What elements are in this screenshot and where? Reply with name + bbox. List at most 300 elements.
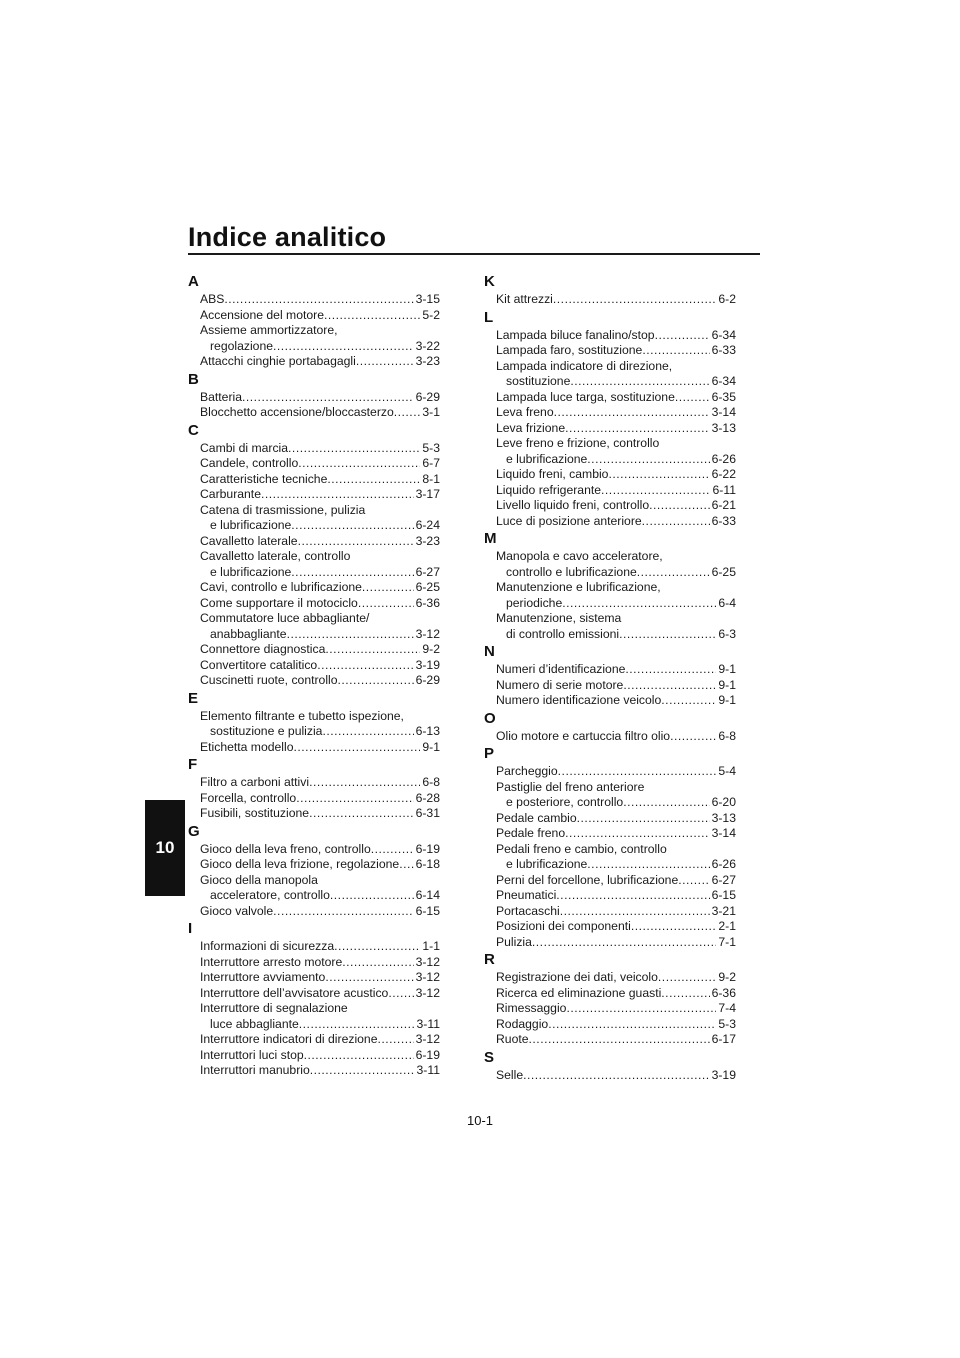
index-entry-text: ABS [200,292,225,306]
index-entry-text: Filtro a carboni attivi [200,775,310,789]
dot-leader [296,791,413,807]
index-entry-page: 6-26 [711,451,736,466]
index-entry-page: 6-28 [415,790,440,805]
index-entry [188,1032,440,1048]
index-entry-page: 3-23 [415,533,440,548]
index-entry-text: Gioco valvole [200,903,274,918]
index-entry [188,472,440,488]
index-entry-page: 6-13 [415,724,440,738]
index-entry-page: 9-1 [718,693,736,707]
index-entry-page: 5-3 [422,440,440,455]
index-entry-page: 3-13 [711,420,736,435]
dot-leader [299,1017,415,1033]
index-entry-text: Ruote [496,1032,529,1046]
index-entry-text: Catena di trasmissione, pulizia [200,502,366,517]
index-entry-text: Lampada luce targa, sostituzione [496,389,675,404]
index-entry [188,955,440,971]
index-entry-text: controllo e lubrificazione [506,564,637,579]
index-letter-heading: N [484,643,495,660]
index-entry [188,791,440,807]
index-letter-heading: L [484,308,494,326]
index-entry-page: 6-34 [711,374,736,388]
dot-leader [558,764,717,780]
index-entry-text: Lampada biluce fanalino/stop [496,327,655,342]
index-entry [188,986,440,1002]
index-entry-text: Blocchetto accensione/bloccasterzo [200,405,394,419]
index-entry-page: 6-2 [718,292,736,306]
dot-leader [334,939,420,955]
index-entry-text: Cuscinetti ruote, controllo [200,673,338,687]
index-entry-page: 6-36 [415,595,440,610]
index-entry [188,611,440,627]
dot-leader [288,441,420,457]
index-entry-text: Gioco della leva freno, controllo [200,841,371,856]
index-entry-page: 6-27 [711,872,736,887]
title-rule [188,253,760,255]
dot-leader [338,673,414,689]
index-entry-page: 6-27 [415,564,440,579]
index-entry-text: Rodaggio [496,1016,549,1031]
index-entry-page: 6-29 [415,673,440,687]
index-entry-text: Informazioni di sicurezza [200,939,335,953]
index-entry-text: Liquido refrigerante [496,482,602,497]
dot-leader [560,904,710,920]
index-entry [188,323,440,339]
index-entry-page: 3-12 [415,985,440,1000]
index-entry [188,627,440,643]
index-entry [188,441,440,457]
dot-leader [298,534,414,550]
index-entry-text: Candele, controllo [200,456,299,470]
index-entry [188,580,440,596]
index-letter-heading: G [188,822,200,840]
dot-leader [655,328,710,344]
index-entry-page: 6-20 [711,795,736,809]
index-entry [188,1001,440,1017]
dot-leader [310,1063,415,1079]
index-entry-text: Numeri d’identificazione [496,662,626,676]
dot-leader [608,467,709,483]
dot-leader [242,390,414,406]
index-entry-text: Perni del forcellone, lubrificazione [496,872,679,887]
index-entry [188,503,440,519]
dot-leader [548,1017,716,1033]
index-entry [188,939,440,955]
dot-leader [570,374,709,390]
page-number: 10-1 [466,1113,494,1128]
index-entry [188,549,440,565]
index-entry-text: Interruttore di segnalazione [200,1001,348,1015]
index-entry-page: 3-23 [415,354,440,368]
index-entry-text: sostituzione [506,374,571,388]
index-entry-text: Pedale cambio [496,810,577,825]
dot-leader [388,986,413,1002]
index-entry [484,1017,736,1033]
dot-leader [309,775,420,791]
dot-leader [324,308,420,324]
index-entry [484,986,736,1002]
index-entry [484,729,736,745]
dot-leader [273,904,413,920]
index-entry-text: Rimessaggio [496,1001,567,1015]
dot-leader [554,405,710,421]
index-entry-page: 9-1 [422,739,440,754]
index-entry-page: 6-29 [415,389,440,404]
index-entry-page: 9-2 [422,642,440,656]
index-entry-page: 6-3 [718,626,736,641]
index-entry-text: Selle [496,1067,524,1082]
index-entry [484,565,736,581]
index-entry-page: 6-31 [415,806,440,820]
index-entry-text: Assieme ammortizzatore, [200,323,338,337]
index-entry-text: Numero di serie motore [496,677,624,692]
index-entry [188,354,440,370]
index-entry-text: Numero identificazione veicolo [496,693,662,707]
index-entry [484,627,736,643]
index-entry-text: Parcheggio [496,764,558,778]
index-entry-text: Kit attrezzi [496,292,553,306]
index-entry-page: 5-4 [718,764,736,778]
index-entry [484,390,736,406]
dot-leader [325,970,413,986]
index-entry [188,709,440,725]
index-entry [188,1048,440,1064]
dot-leader [378,1032,414,1048]
dot-leader [342,955,413,971]
index-letter-heading: K [484,273,495,290]
index-entry [484,873,736,889]
dot-leader [287,627,414,643]
index-entry [484,498,736,514]
index-entry-page: 6-11 [712,482,736,497]
dot-leader [562,596,716,612]
index-entry-text: Pedale freno [496,826,566,840]
index-entry [188,888,440,904]
index-entry-page: 3-12 [415,626,440,641]
index-entry [188,456,440,472]
index-entry [188,658,440,674]
index-letter-heading: E [188,689,199,707]
dot-leader [327,472,420,488]
index-entry [484,780,736,796]
index-entry-text: Interruttore dell’avvisatore acustico [200,985,389,1000]
index-entry [188,873,440,889]
index-entry-text: Ricerca ed eliminazione guasti [496,985,662,1000]
index-entry-page: 3-19 [711,1067,736,1082]
index-column-right [484,272,736,1083]
index-entry [484,693,736,709]
index-entry-text: sostituzione e pulizia [210,724,323,738]
index-entry [484,374,736,390]
index-entry [484,764,736,780]
index-entry-text: Gioco della leva frizione, regolazione [200,857,400,871]
index-entry [484,904,736,920]
index-letter-heading: C [188,421,199,439]
index-entry-text: Forcella, controllo [200,790,297,805]
index-entry [484,405,736,421]
dot-leader [619,627,716,643]
index-entry-text: Interruttore avviamento [200,970,326,984]
index-entry-text: e lubrificazione [210,564,292,579]
index-entry [484,452,736,468]
index-letter-heading: F [188,756,198,773]
chapter-tab [145,800,185,896]
index-entry-text: Manopola e cavo acceleratore, [496,549,663,563]
index-entry-page: 3-21 [711,903,736,918]
index-entry-text: Carburante [200,487,261,501]
index-entry [484,662,736,678]
dot-leader [658,970,716,986]
chapter-tab-label: 10 [155,838,175,857]
index-entry-text: Commutatore luce abbagliante/ [200,611,370,625]
dot-leader [322,724,413,740]
dot-leader [291,565,413,581]
index-entry [188,1017,440,1033]
index-entry-page: 6-24 [415,518,440,532]
index-entry-page: 6-8 [422,775,440,789]
dot-leader [330,888,414,904]
dot-leader [309,806,414,822]
index-entry [484,1001,736,1017]
index-entry [484,596,736,612]
index-entry-text: Come supportare il motociclo [200,595,358,610]
index-entry [188,642,440,658]
dot-leader [587,857,709,873]
index-entry-page: 6-15 [711,888,736,902]
index-entry-text: Olio motore e cartuccia filtro olio [496,728,671,743]
index-entry-page: 3-11 [416,1063,440,1077]
index-letter-heading: B [188,370,199,388]
index-entry-page: 6-26 [711,857,736,871]
index-entry-text: Fusibili, sostituzione [200,806,310,820]
index-entry [484,888,736,904]
dot-leader [565,826,709,842]
dot-leader [625,662,716,678]
index-entry-page: 6-33 [711,343,736,357]
index-entry [484,1032,736,1048]
index-entry-page: 3-12 [415,970,440,984]
index-entry-text: Etichetta modello [200,739,294,754]
index-entry-text: Pastiglie del freno anteriore [496,779,645,794]
dot-leader [317,658,413,674]
index-entry-text: Manutenzione, sistema [496,611,622,625]
index-entry-page: 6-19 [415,1047,440,1062]
index-entry [188,565,440,581]
index-entry-page: 6-17 [711,1032,736,1046]
index-entry-page: 3-15 [415,292,440,306]
index-entry [484,421,736,437]
index-entry-text: Elemento filtrante e tubetto ispezione, [200,708,404,723]
index-entry-text: luce abbagliante [210,1016,299,1031]
index-letter-heading: O [484,709,496,727]
index-entry-text: Registrazione dei dati, veicolo [496,970,658,984]
dot-leader [371,842,414,858]
index-entry-page: 5-2 [422,307,440,322]
index-entry-page: 3-1 [422,405,440,419]
dot-leader [566,1001,716,1017]
index-entry [484,842,736,858]
index-entry-page: 6-19 [415,841,440,856]
dot-leader [523,1068,709,1084]
index-entry-text: Batteria [200,389,243,404]
index-entry [188,339,440,355]
index-entry-text: e lubrificazione [506,451,588,466]
index-letter-heading: A [188,273,199,290]
index-entry-text: Posizioni dei componenti [496,919,631,933]
index-entry [484,826,736,842]
index-entry-page: 3-12 [415,954,440,969]
index-entry-text: Cavi, controllo e lubrificazione [200,580,362,594]
index-entry-text: Leva frizione [496,420,566,435]
index-entry [188,842,440,858]
index-entry [484,514,736,530]
index-entry-page: 3-22 [415,338,440,353]
dot-leader [394,405,421,421]
index-entry-page: 3-14 [711,405,736,419]
dot-leader [294,740,421,756]
dot-leader [304,1048,414,1064]
index-entry-page: 6-8 [718,728,736,743]
index-entry [188,673,440,689]
index-entry-page: 6-15 [415,903,440,918]
index-entry-text: e lubrificazione [210,518,292,532]
index-entry-text: Pulizia [496,934,532,949]
index-entry [188,775,440,791]
index-entry [188,857,440,873]
index-entry-text: Cambi di marcia [200,440,289,455]
index-entry [484,343,736,359]
index-entry-page: 3-12 [415,1032,440,1046]
index-entry-page: 6-25 [415,580,440,594]
index-entry-text: Interruttore arresto motore [200,954,343,969]
index-entry [188,806,440,822]
index-entry [188,596,440,612]
index-entry [484,359,736,375]
dot-leader [291,518,413,534]
index-column-left [188,272,440,1079]
index-entry-text: Manutenzione e lubrificazione, [496,580,661,594]
dot-leader [623,795,709,811]
index-entry-text: acceleratore, controllo [210,888,330,902]
index-entry-page: 6-36 [711,985,736,1000]
index-entry-page: 9-1 [718,662,736,676]
index-entry [188,390,440,406]
index-entry-text: Gioco della manopola [200,872,318,887]
index-entry-text: Convertitore catalitico [200,657,318,672]
index-entry [188,724,440,740]
index-entry-page: 7-1 [718,934,736,949]
index-entry [484,467,736,483]
dot-leader [325,642,420,658]
index-entry [484,857,736,873]
page-title: Indice analitico [188,222,387,252]
index-entry [188,292,440,308]
index-entry [484,436,736,452]
index-entry-text: Liquido freni, cambio [496,467,609,481]
index-entry-text: Leva freno [496,405,554,419]
dot-leader [577,811,710,827]
index-entry-text: Luce di posizione anteriore [496,513,642,528]
dot-leader [298,456,420,472]
index-entry-text: Accensione del motore [200,307,324,322]
index-entry [188,518,440,534]
dot-leader [661,986,709,1002]
index-entry-page: 5-3 [718,1016,736,1031]
index-entry [188,1063,440,1079]
dot-leader [678,873,709,889]
index-entry-text: Interruttori luci stop [200,1047,304,1062]
dot-leader [529,1032,710,1048]
index-entry [484,678,736,694]
dot-leader [675,390,710,406]
index-entry-text: Cavalletto laterale, controllo [200,549,351,563]
dot-leader [642,343,709,359]
index-entry-text: di controllo emissioni [506,626,620,641]
index-entry-page: 6-33 [711,513,736,528]
dot-leader [553,292,716,308]
dot-leader [358,596,414,612]
index-entry [484,935,736,951]
dot-leader [642,514,710,530]
index-entry [484,549,736,565]
index-entry [484,1068,736,1084]
dot-leader [661,693,716,709]
dot-leader [273,339,414,355]
index-entry-text: e posteriore, controllo [506,795,624,809]
index-entry-page: 6-14 [415,888,440,902]
index-entry-text: Livello liquido freni, controllo [496,498,650,512]
index-entry [188,308,440,324]
dot-leader [362,580,414,596]
dot-leader [565,421,709,437]
index-entry-page: 9-1 [718,677,736,692]
index-entry-page: 3-14 [711,826,736,840]
index-entry-page: 6-34 [711,327,736,342]
index-letter-heading: R [484,951,495,968]
index-entry [484,328,736,344]
index-entry-text: Pneumatici [496,888,557,902]
index-entry-page: 6-4 [718,595,736,610]
index-entry-text: Leve freno e frizione, controllo [496,436,660,450]
index-entry-text: e lubrificazione [506,857,588,871]
dot-leader [637,565,710,581]
index-entry-text: Portacaschi [496,903,560,918]
index-entry-page: 3-11 [416,1016,440,1031]
index-entry-text: Cavalletto laterale [200,533,298,548]
index-entry [188,405,440,421]
index-entry-page: 9-2 [718,970,736,984]
index-letter-heading: I [188,920,193,937]
index-entry-text: Lampada indicatore di direzione, [496,358,673,373]
index-entry [484,580,736,596]
dot-leader [631,919,717,935]
index-entry-text: regolazione [210,338,274,353]
index-letter-heading: P [484,745,495,762]
dot-leader [224,292,413,308]
index-entry-text: Caratteristiche tecniche [200,471,328,486]
index-entry [484,919,736,935]
index-entry-text: anabbagliante [210,626,287,641]
index-entry [188,487,440,503]
index-entry-page: 6-22 [711,467,736,481]
index-letter-heading: M [484,530,497,547]
index-entry-text: Interruttore indicatori di direzione [200,1032,378,1046]
index-entry-page: 6-7 [422,456,440,470]
index-entry-page: 6-25 [711,564,736,579]
index-entry [484,483,736,499]
dot-leader [587,452,709,468]
index-entry-text: Connettore diagnostica [200,642,326,656]
